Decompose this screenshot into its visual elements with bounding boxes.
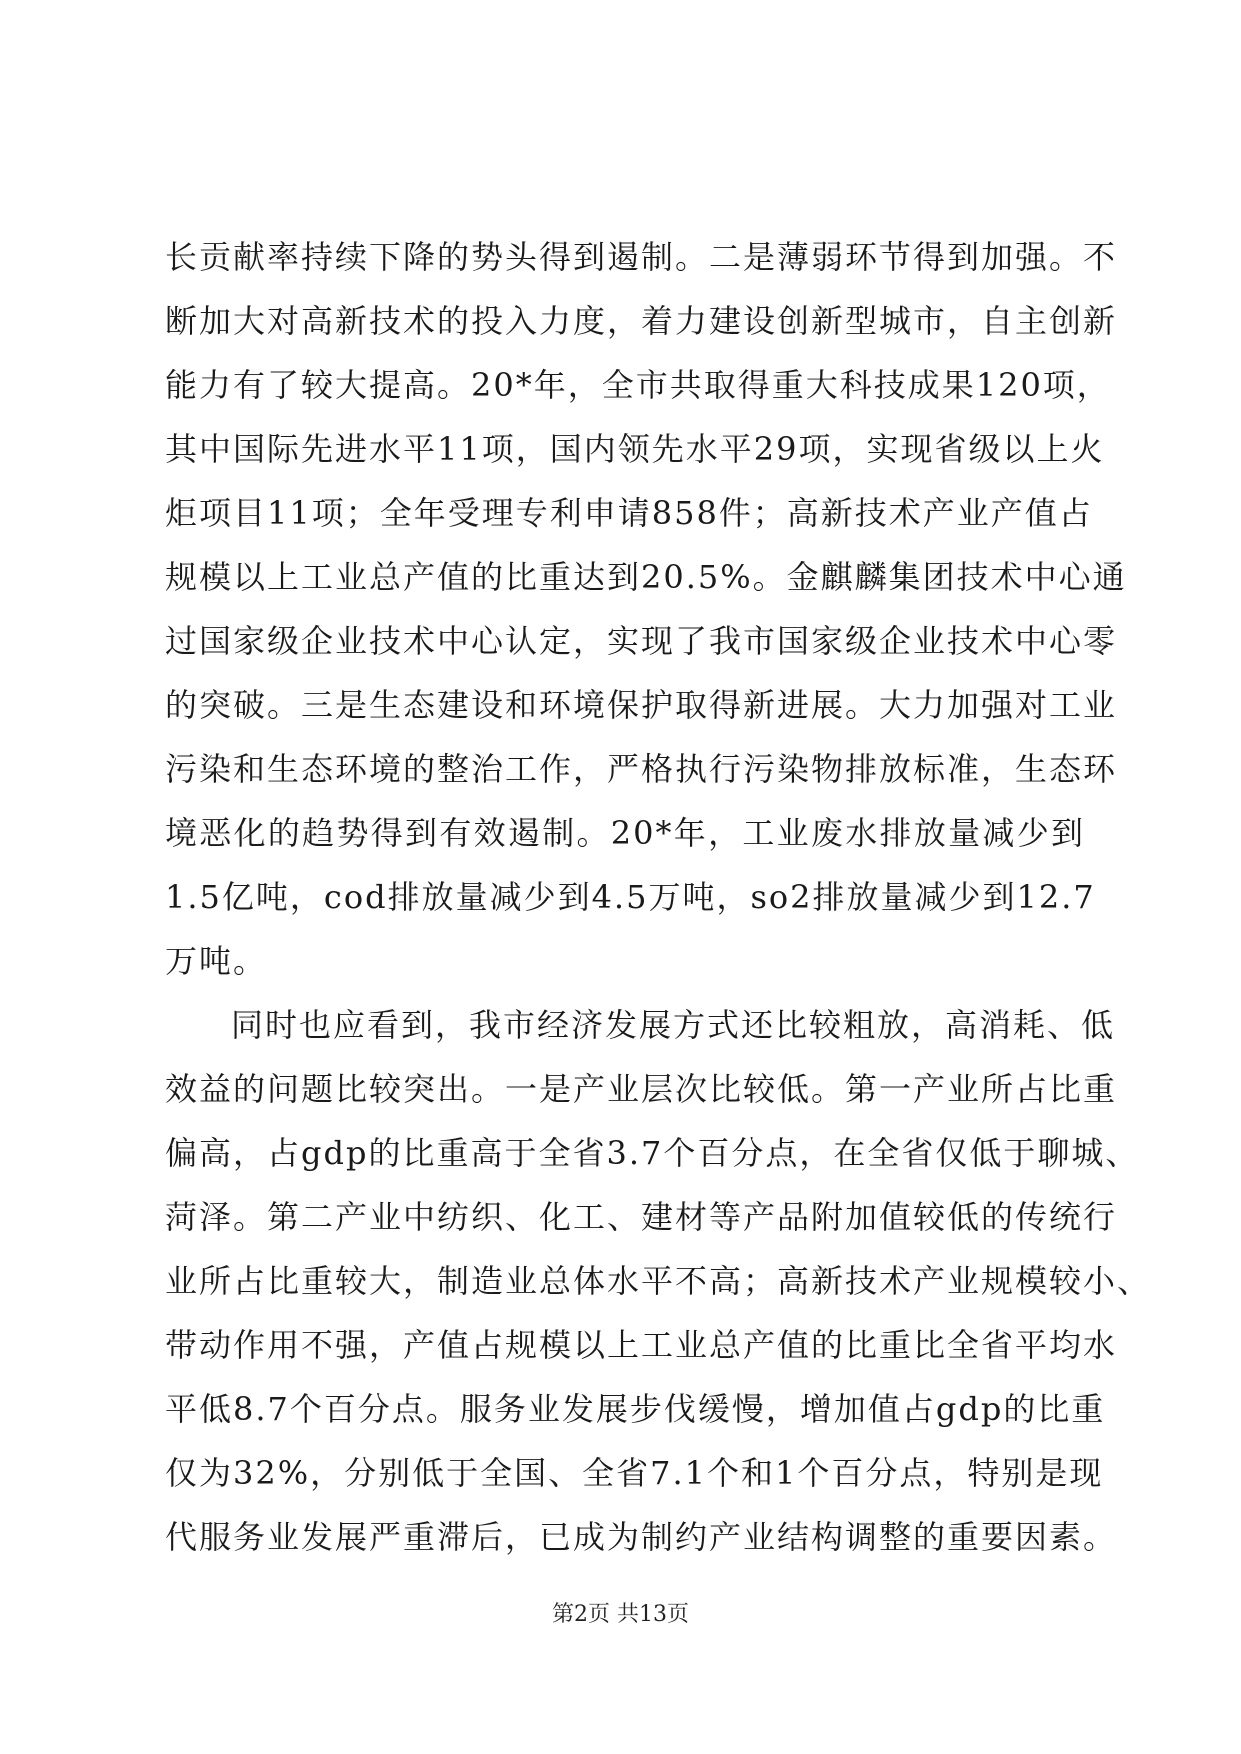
text-line: 万吨。 [165,942,268,980]
text-line: 炬项目11项；全年受理专利申请858件；高新技术产业产值占 [165,494,1093,532]
text-line: 境恶化的趋势得到有效遏制。20*年，工业废水排放量减少到 [165,814,1085,852]
text-line: 业所占比重较大，制造业总体水平不高；高新技术产业规模较小、 [165,1262,1152,1300]
text-line: 代服务业发展严重滞后，已成为制约产业结构调整的重要因素。 [165,1518,1118,1556]
paragraph-2 [165,993,1152,1569]
text-line: 效益的问题比较突出。一是产业层次比较低。第一产业所占比重 [165,1070,1118,1108]
text-line: 仅为32%，分别低于全国、全省7.1个和1个百分点，特别是现 [165,1454,1104,1492]
paragraph-1 [165,225,1127,993]
text-line: 同时也应看到，我市经济发展方式还比较粗放，高消耗、低 [231,1006,1116,1044]
text-line: 带动作用不强，产值占规模以上工业总产值的比重比全省平均水 [165,1326,1118,1364]
text-line: 污染和生态环境的整治工作，严格执行污染物排放标准，生态环 [165,750,1118,788]
text-line: 过国家级企业技术中心认定，实现了我市国家级企业技术中心零 [165,622,1118,660]
text-line: 菏泽。第二产业中纺织、化工、建材等产品附加值较低的传统行 [165,1198,1118,1236]
page-number-footer: 第2页 共13页 [552,1602,689,1627]
text-line: 平低8.7个百分点。服务业发展步伐缓慢，增加值占gdp的比重 [165,1390,1106,1428]
text-line: 规模以上工业总产值的比重达到20.5%。金麒麟集团技术中心通 [165,558,1127,596]
body-text [165,225,1152,1569]
text-line: 能力有了较大提高。20*年，全市共取得重大科技成果120项， [165,366,1111,404]
text-line: 的突破。三是生态建设和环境保护取得新进展。大力加强对工业 [165,686,1118,724]
text-line: 偏高，占gdp的比重高于全省3.7个百分点，在全省仅低于聊城、 [165,1134,1140,1172]
text-line: 其中国际先进水平11项，国内领先水平29项，实现省级以上火 [165,430,1105,468]
text-line: 1.5亿吨，cod排放量减少到4.5万吨，so2排放量减少到12.7 [165,878,1096,916]
text-line: 断加大对高新技术的投入力度，着力建设创新型城市，自主创新 [165,302,1118,340]
text-line: 长贡献率持续下降的势头得到遏制。二是薄弱环节得到加强。不 [165,238,1118,276]
